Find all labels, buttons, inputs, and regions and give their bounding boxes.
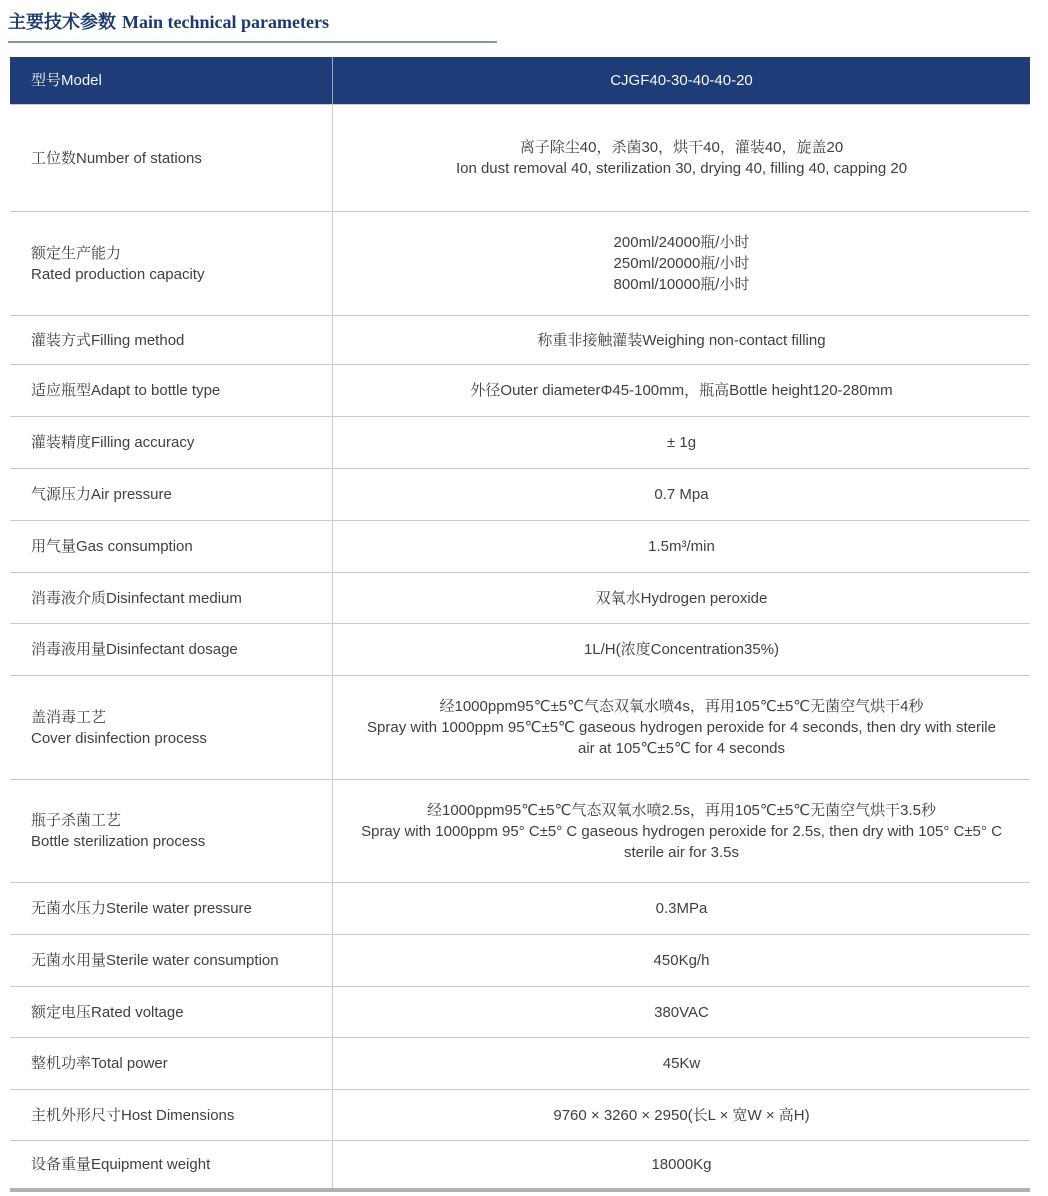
row-label-cell — [10, 105, 333, 211]
table-row-bottle-type — [10, 364, 1030, 416]
row-value-cell — [333, 1038, 1030, 1089]
row-label-cell — [10, 521, 333, 572]
header-label: 型号Model — [31, 72, 102, 89]
row-label: 消毒液介质Disinfectant medium — [31, 589, 242, 607]
row-label-cell — [10, 469, 333, 520]
row-label-cell — [10, 624, 333, 675]
table-row-sterile-water-pressure — [10, 882, 1030, 934]
row-label-en: Rated production capacity — [31, 265, 205, 283]
header-value-cell — [333, 57, 1030, 104]
row-label-en: Cover disinfection process — [31, 729, 207, 747]
row-value-cell — [333, 624, 1030, 675]
row-value-cell — [333, 316, 1030, 364]
value-line: 450Kg/h — [653, 952, 710, 969]
row-value-cell — [333, 1141, 1030, 1188]
table-row-air-pressure — [10, 468, 1030, 520]
row-value-cell — [333, 521, 1030, 572]
row-label-en: Bottle sterilization process — [31, 833, 206, 850]
table-row-bottle-sterilization — [10, 779, 1030, 882]
row-value-cell — [333, 573, 1030, 623]
value-line: 18000Kg — [651, 1156, 712, 1173]
row-value-cell — [333, 780, 1030, 882]
page-title-en: Main technical parameters — [122, 12, 329, 32]
table-row-rated-voltage — [10, 986, 1030, 1037]
value-line: 双氧水Hydrogen peroxide — [595, 589, 768, 607]
row-label: 额定电压Rated voltage — [31, 1003, 184, 1021]
table-row-disinfectant-medium — [10, 572, 1030, 623]
row-label-cell — [10, 1141, 333, 1188]
table-row-cover-disinfection — [10, 675, 1030, 779]
table-header-row — [10, 57, 1030, 104]
value-line: Spray with 1000ppm 95℃±5℃ gaseous hydrogen peroxide for 4 seconds, then dry with sterile air at 105℃±5℃ for 4 seconds — [367, 719, 996, 757]
row-value-cell — [333, 676, 1030, 779]
table-row-filling-method — [10, 315, 1030, 364]
row-label: 适应瓶型Adapt to bottle type — [31, 382, 221, 399]
table-row-total-power — [10, 1037, 1030, 1089]
value-line: 45Kw — [662, 1055, 701, 1072]
table-row-disinfectant-dosage — [10, 623, 1030, 675]
row-label: 无菌水用量Sterile water consumption — [31, 952, 279, 969]
value-line: Ion dust removal 40, sterilization 30, drying 40, filling 40, capping 20 — [455, 160, 908, 177]
value-line: 1L/H(浓度Concentration35%) — [583, 641, 780, 658]
value-line: 经1000ppm95℃±5℃气态双氧水喷2.5s，再用105℃±5℃无菌空气烘干3.5秒 — [427, 801, 936, 819]
row-label: 气源压力Air pressure — [31, 486, 172, 503]
table-row-gas-consumption — [10, 520, 1030, 572]
row-label: 工位数Number of stations — [31, 149, 202, 167]
row-value-cell — [333, 365, 1030, 416]
row-value-cell — [333, 935, 1030, 986]
row-label: 额定生产能力 — [31, 244, 122, 262]
value-line: 称重非接触灌装Weighing non-contact filling — [537, 331, 826, 349]
table-row-host-dimensions — [10, 1089, 1030, 1140]
row-value-cell — [333, 212, 1030, 315]
row-label: 灌装精度Filling accuracy — [31, 434, 195, 451]
row-label: 瓶子杀菌工艺 — [31, 812, 122, 829]
value-line: 0.3MPa — [655, 900, 708, 917]
model-number: CJGF40-30-40-40-20 — [610, 72, 753, 89]
value-line: 9760 × 3260 × 2950(长L × 宽W × 高H) — [553, 1106, 810, 1124]
table-row-filling-accuracy — [10, 416, 1030, 468]
row-value-cell — [333, 987, 1030, 1037]
row-value-cell — [333, 1090, 1030, 1140]
value-line: 外径Outer diameterΦ45-100mm，瓶高Bottle height120-280mm — [470, 382, 893, 399]
row-label-cell — [10, 935, 333, 986]
spec-table — [10, 57, 1030, 1192]
row-label: 无菌水压力Sterile water pressure — [31, 900, 252, 917]
row-label: 整机功率Total power — [31, 1055, 168, 1072]
value-line: 380VAC — [654, 1003, 709, 1021]
row-label-cell — [10, 573, 333, 623]
row-value-cell — [333, 469, 1030, 520]
row-label-cell — [10, 987, 333, 1037]
row-label: 盖消毒工艺 — [31, 708, 107, 726]
row-label: 灌装方式Filling method — [31, 331, 185, 349]
table-row-sterile-water-consumption — [10, 934, 1030, 986]
row-label-cell — [10, 212, 333, 315]
page-title — [8, 8, 497, 43]
row-label-cell — [10, 780, 333, 882]
page-title-cn: 主要技术参数 — [8, 12, 116, 32]
row-label-cell — [10, 1038, 333, 1089]
row-label: 消毒液用量Disinfectant dosage — [31, 641, 238, 658]
value-line: ± 1g — [666, 434, 697, 451]
row-label-cell — [10, 417, 333, 468]
value-line: 经1000ppm95℃±5℃气态双氧水喷4s，再用105℃±5℃无菌空气烘干4秒 — [439, 698, 924, 715]
row-value-cell — [333, 105, 1030, 211]
row-label-cell — [10, 1090, 333, 1140]
table-row-stations — [10, 104, 1030, 211]
value-line: 0.7 Mpa — [654, 486, 709, 503]
row-value-cell — [333, 883, 1030, 934]
row-label: 用气量Gas consumption — [31, 538, 193, 555]
table-row-equipment-weight — [10, 1140, 1030, 1188]
row-label: 设备重量Equipment weight — [31, 1156, 211, 1173]
value-line: 250ml/20000瓶/小时 — [613, 255, 750, 272]
value-line: 1.5m³/min — [648, 538, 715, 555]
row-label-cell — [10, 365, 333, 416]
value-line: 离子除尘40，杀菌30，烘干40，灌装40，旋盖20 — [519, 139, 844, 156]
value-line: Spray with 1000ppm 95° C±5° C gaseous hydrogen peroxide for 2.5s, then dry with 105° C±5° C sterile air for 3.5s — [361, 822, 1002, 861]
row-label: 主机外形尺寸Host Dimensions — [31, 1106, 235, 1124]
header-label-cell — [10, 57, 333, 104]
table-row-capacity — [10, 211, 1030, 315]
row-label-cell — [10, 883, 333, 934]
value-line: 800ml/10000瓶/小时 — [613, 276, 750, 293]
row-label-cell — [10, 676, 333, 779]
row-value-cell — [333, 417, 1030, 468]
value-line: 200ml/24000瓶/小时 — [613, 234, 750, 251]
row-label-cell — [10, 316, 333, 364]
